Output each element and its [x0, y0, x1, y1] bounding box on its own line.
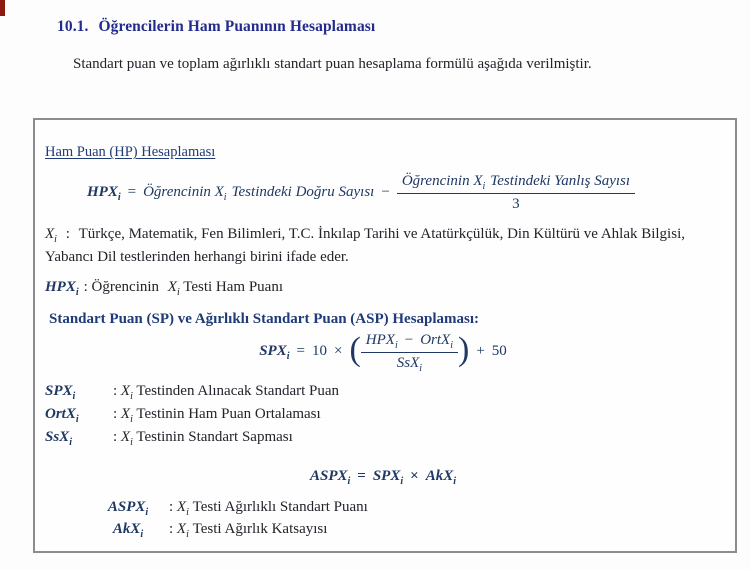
math-term: $SPX_i$ — [45, 383, 76, 403]
math-term: $ASPX_i$ — [107, 498, 149, 518]
section-heading — [57, 18, 375, 36]
hp-formula — [87, 172, 721, 214]
math-lhs: $HPX_i$ — [87, 184, 121, 204]
fraction — [361, 331, 458, 373]
equals-sign: = — [127, 184, 137, 201]
math-term: Testindeki Doğru Sayısı — [231, 184, 375, 201]
coefficient: 10 — [311, 343, 327, 360]
asp-formula — [45, 467, 721, 486]
colon: : — [83, 278, 88, 295]
fraction-numerator: $HPX_i$ − OrtX$_i$ — [361, 331, 458, 353]
intro-paragraph: Standart puan ve toplam ağırlıklı standart puan hesaplama formülü aşağıda verilmiştir. — [73, 56, 592, 72]
definition-text: : $X_i$ Testinin Ham Puan Ortalaması — [113, 406, 321, 426]
xi-definition-paragraph — [45, 224, 727, 268]
math-term: OrtX$_i$ — [45, 406, 79, 426]
equals-sign: = — [357, 467, 366, 484]
math-lhs: $SPX_i$ — [259, 343, 290, 363]
math-term: $HPX_i$ — [45, 278, 79, 298]
definition-text: : $X_i$ Testinden Alınacak Standart Puan — [113, 383, 340, 403]
math-term: SsX$_i$ — [45, 429, 72, 449]
sp-definition-list — [45, 381, 721, 449]
definition-row — [45, 404, 721, 427]
math-term: $SPX_i$ — [372, 467, 404, 487]
colon: : — [65, 225, 70, 242]
section-number: 10.1. — [57, 18, 89, 35]
minus-sign: − — [381, 184, 390, 201]
math-term: $X_i$ — [45, 225, 57, 245]
definition-row — [45, 381, 721, 404]
times-sign: × — [410, 467, 419, 484]
sp-formula — [45, 331, 721, 373]
times-sign: × — [333, 343, 343, 360]
math-term: AkX$_i$ — [425, 467, 456, 487]
math-term: $X_i$ — [167, 278, 180, 298]
formula-box — [33, 118, 737, 553]
standart-puan-heading: Standart Puan (SP) ve Ağırlıklı Standart Puan (ASP) Hesaplaması: — [49, 310, 480, 327]
asp-definition-list — [45, 497, 721, 543]
definition-row — [45, 519, 721, 542]
definition-text: Türkçe, Matematik, Fen Bilimleri, T.C. İnkılap Tarihi ve Atatürkçülük, Din Kültürü ve Ahlak Bilgisi, Yabancı Dil testlerinden herhangi birini ifade eder. — [45, 225, 685, 265]
definition-row — [45, 497, 721, 520]
plus-sign: + — [476, 343, 485, 360]
definition-text: : $X_i$ Testinin Standart Sapması — [113, 429, 293, 449]
definition-row — [45, 427, 721, 450]
equals-sign: = — [296, 343, 305, 360]
right-paren: ) — [457, 331, 470, 369]
definition-text: Testi Ham Puanı — [183, 278, 283, 295]
scan-edge-artifact — [0, 0, 5, 16]
math-lhs: $ASPX_i$ — [309, 467, 351, 487]
fraction — [397, 172, 635, 214]
math-term: AkX$_i$ — [112, 521, 144, 541]
fraction-denominator: SsX$_i$ — [396, 354, 423, 374]
math-term: Öğrencinin $X_i$ — [143, 184, 227, 204]
constant: 50 — [491, 343, 507, 360]
definition-text: Öğrencinin — [91, 278, 160, 295]
left-paren: ( — [349, 331, 361, 369]
fraction-numerator: Öğrencinin $X_i$ Testindeki Yanlış Sayısı — [397, 172, 635, 194]
hpx-definition-line — [45, 279, 721, 298]
section-title: Öğrencilerin Ham Puanının Hesaplaması — [98, 18, 376, 35]
ham-puan-heading: Ham Puan (HP) Hesaplaması — [45, 144, 216, 160]
definition-text: : $X_i$ Testi Ağırlık Katsayısı — [169, 521, 328, 541]
definition-text: : $X_i$ Testi Ağırlıklı Standart Puanı — [169, 498, 368, 518]
fraction-denominator: 3 — [512, 195, 520, 212]
